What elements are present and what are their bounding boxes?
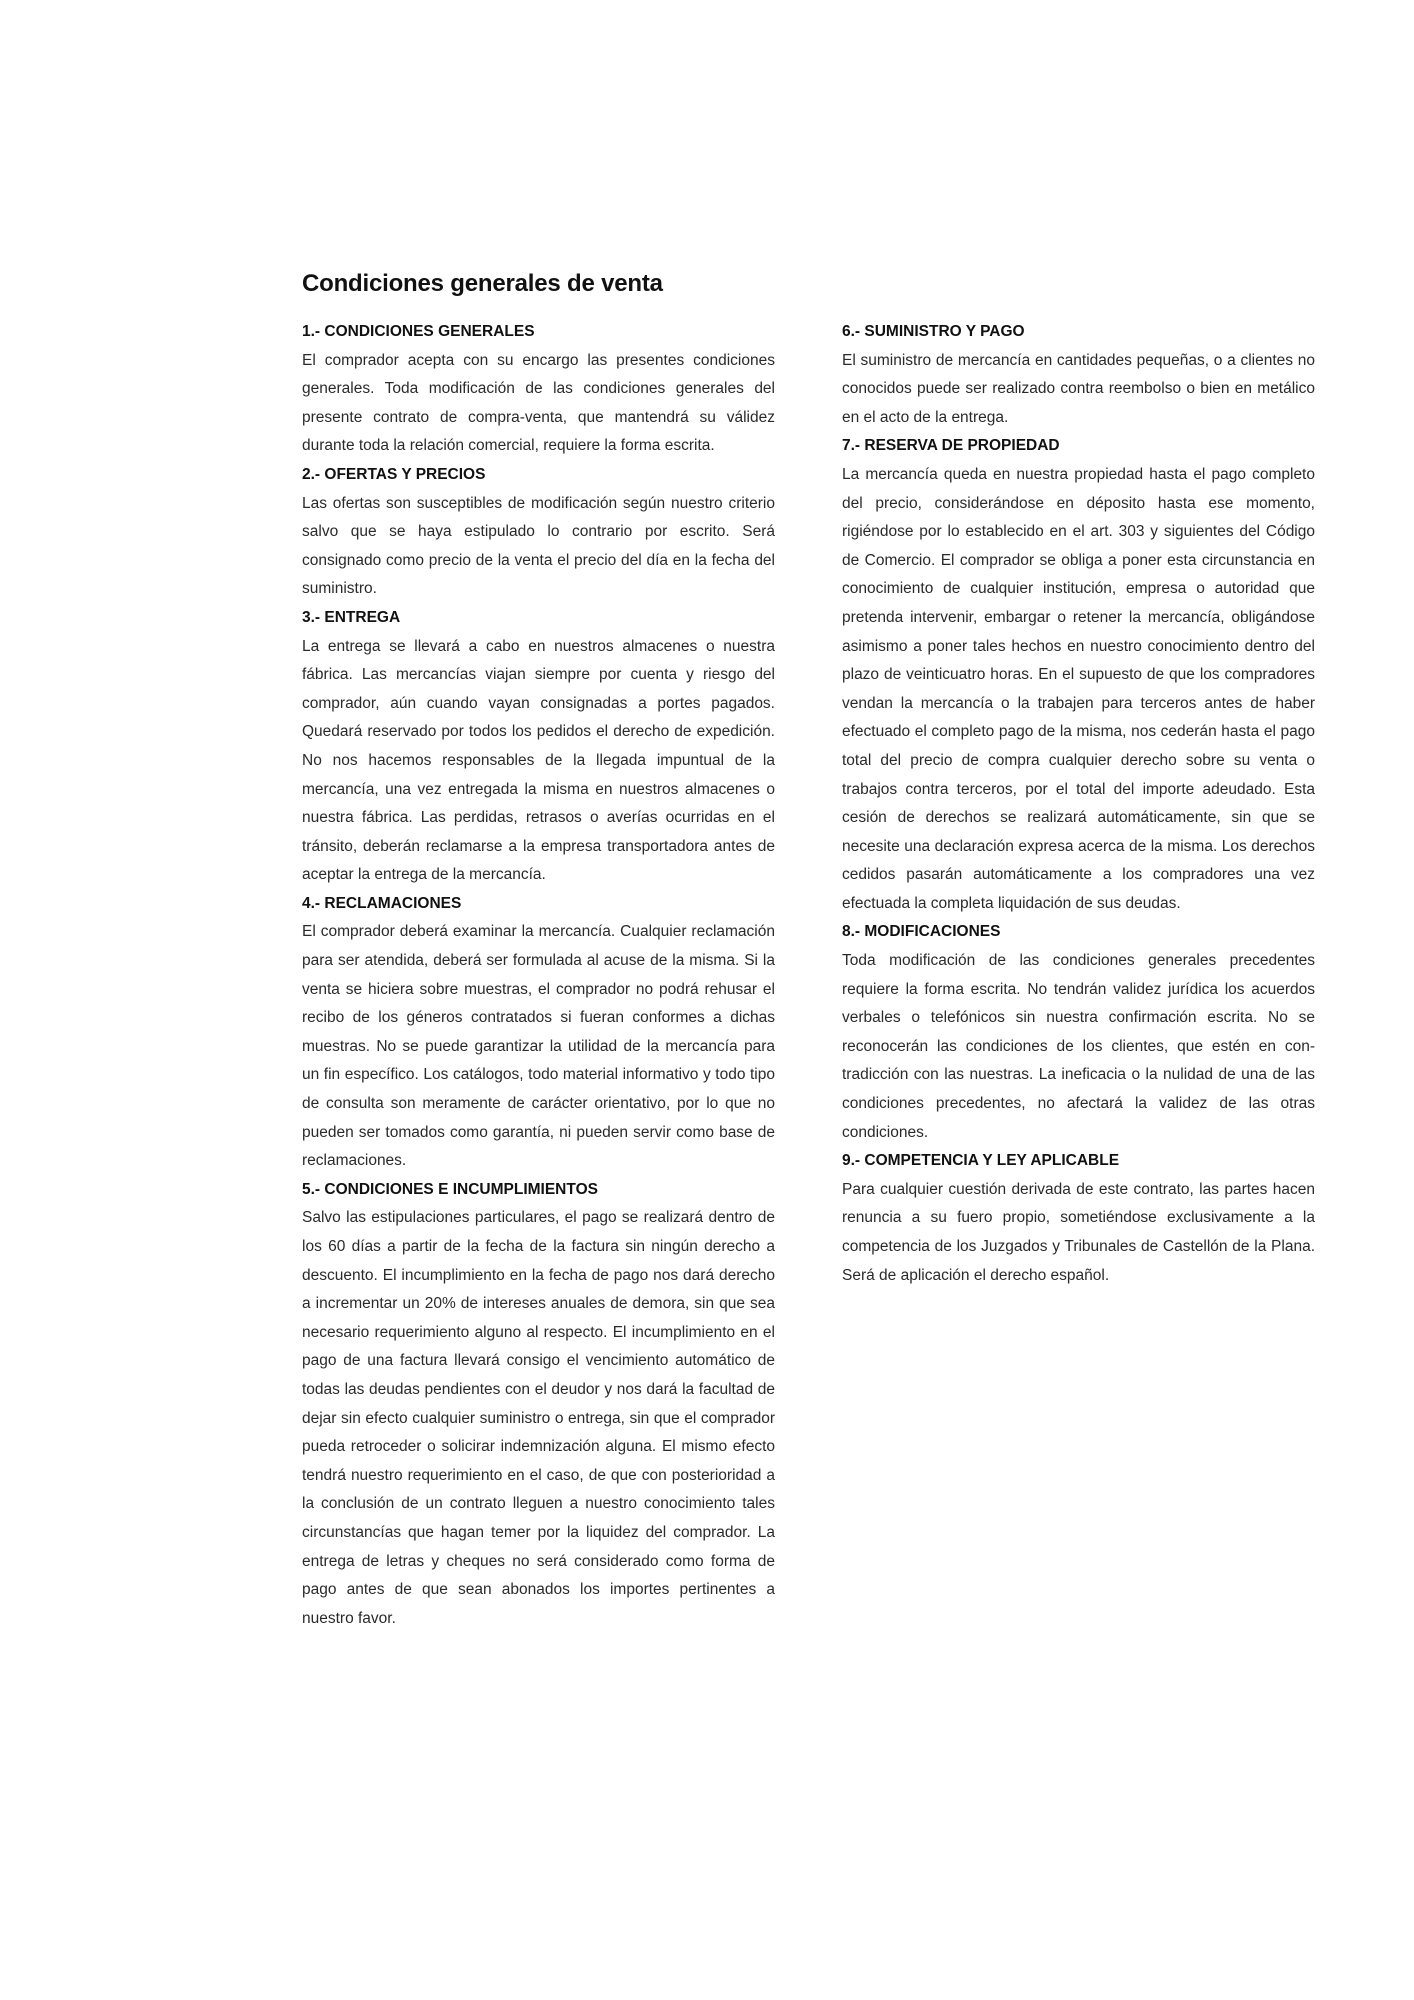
section-body: Las ofertas son susceptibles de modificación según nuestro criterio salvo que se haya estipulado lo contrario por escrito. Será consignado como precio de la venta el precio del día en la fecha del suministro. xyxy=(302,494,775,598)
section-reclamaciones xyxy=(302,890,775,1176)
section-ofertas-y-precios xyxy=(302,461,775,604)
page-title: Condiciones generales de venta xyxy=(302,270,663,297)
section-heading: 2.- OFERTAS Y PRECIOS xyxy=(302,465,486,483)
section-heading: 3.- ENTREGA xyxy=(302,608,401,626)
section-heading: 9.- COMPETENCIA Y LEY APLICABLE xyxy=(842,1152,1120,1170)
section-body: El suministro de mercancía en cantidades pequeñas, o a clientes no conocidos puede ser realizado contra reembolso o bien en metálico en el acto de la entrega. xyxy=(842,351,1315,426)
section-suministro-y-pago xyxy=(842,318,1315,432)
section-body: El comprador deberá examinar la mercancía. Cualquier reclamación para ser atendida, deberá ser formulada al acuse de la misma. Si la venta se hiciera sobre muestras, el comprador no podrá rehusar el recibo de los géneros contratados si fueran conformes a dichas muestras. No se puede garantizar la utilidad de la mercancía para un fin específico. Los catálogos, todo material informativo y todo tipo de consulta son meramente de carácter orientativo, por lo que no pueden ser tomados como garantía, ni pueden servir como base de reclamaciones. xyxy=(302,923,775,1170)
section-entrega xyxy=(302,604,775,890)
section-body: Salvo las estipulaciones particulares, el pago se realizará dentro de los 60 días a partir de la fecha de la factura sin ningún derecho a descuento. El incumplimiento en la fecha de pago nos dará derecho a incrementar un 20% de intereses anuales de demora, sin que sea necesario requerimiento alguno al respecto. El incumplimiento en el pago de una factura llevará consigo el vencimiento automático de todas las deudas pendientes con el deudor y nos dará la facultad de dejar sin efecto cualquier suministro o entrega, sin que el comprador pueda retroceder o solicirar indemnización alguna. El mismo efecto tendrá nuestro requerimiento en el caso, de que con posterioridad a la conclusión de un contrato lleguen a nuestro conocimiento tales circunstancías que hagan temer por la liquidez del comprador. La entrega de letras y cheques no será considerado como forma de pago antes de que sean abonados los importes pertinentes a nuestro favor. xyxy=(302,1209,775,1627)
section-condiciones-e-incumplimientos xyxy=(302,1176,775,1634)
section-body: El comprador acepta con su encargo las presentes condiciones generales. Toda modificación de las condiciones generales del presente contrato de compra-venta, que mantendrá su válidez durante toda la relación comercial, requiere la forma escrita. xyxy=(302,351,775,455)
section-heading: 8.- MODIFICACIONES xyxy=(842,923,1001,941)
section-body: Toda modificación de las condiciones generales precedentes requiere la forma escrita. No tendrán validez jurídica los acuerdos verbales o telefónicos sin nuestra confirmación escrita. No se reconocerán las condiciones de los clientes, que estén en contradicción con las nuestras. La ineficacia o la nulidad de una de las condiciones precedentes, no afectará la validez de las otras condiciones. xyxy=(842,952,1315,1141)
section-heading: 6.- SUMINISTRO Y PAGO xyxy=(842,323,1025,340)
section-heading: 7.- RESERVA DE PROPIEDAD xyxy=(842,437,1060,455)
section-body: La mercancía queda en nuestra propiedad hasta el pago completo del precio, considerándose en déposito hasta ese momento, rigiéndose por lo establecido en el art. 303 y siguientes del Código de Comercio. El comprador se obliga a poner esta circunstancia en conocimiento de cualquier institución, empresa o autoridad que pretenda intervenir, embargar o retener la mercancía, obligándose asimismo a poner tales hechos en nuestro conocimiento dentro del plazo de veinticuatro horas. En el supuesto de que los compradores vendan la mercancía o la trabajen para terceros antes de haber efectuado el completo pago de la misma, nos cederán hasta el pago total del precio de compra cualquier derecho sobre su venta o trabajos contra terceros, por el total del importe adeudado. Esta cesión de derechos se realizará automáticamente, sin que se necesite una declaración expresa acerca de la misma. Los derechos cedidos pasarán automáticamente a los compradores una vez efectuada la completa liquidación de sus deudas. xyxy=(842,465,1315,912)
section-condiciones-generales xyxy=(302,318,775,461)
section-heading: 4.- RECLAMACIONES xyxy=(302,894,462,912)
left-column xyxy=(302,318,775,1633)
section-modificaciones xyxy=(842,918,1315,1147)
section-competencia-y-ley-aplicable xyxy=(842,1147,1315,1290)
section-heading: 5.- CONDICIONES E INCUMPLIMIENTOS xyxy=(302,1180,598,1198)
right-column xyxy=(842,318,1315,1290)
section-heading: 1.- CONDICIONES GENERALES xyxy=(302,323,535,340)
section-body: Para cualquier cuestión derivada de este contrato, las partes hacen renuncia a su fuero propio, sometiéndose exclusivamente a la competencia de los Juzgados y Tribunales de Castellón de la Plana. Será de aplicación el derecho español. xyxy=(842,1180,1315,1284)
section-reserva-de-propiedad xyxy=(842,432,1315,918)
section-body: La entrega se llevará a cabo en nuestros almacenes o nuestra fábrica. Las mercancías viajan siempre por cuenta y riesgo del comprador, aún cuando vayan consignadas a portes pagados. Quedará reservado por todos los pedidos el derecho de expedición. No nos hacemos responsables de la llegada impuntual de la mercancía, una vez entregada la misma en nuestros almacenes o nuestra fábrica. Las perdidas, retrasos o averías ocurridas en el tránsito, deberán reclamarse a la empresa transportadora antes de aceptar la entrega de la mercancía. xyxy=(302,637,775,884)
